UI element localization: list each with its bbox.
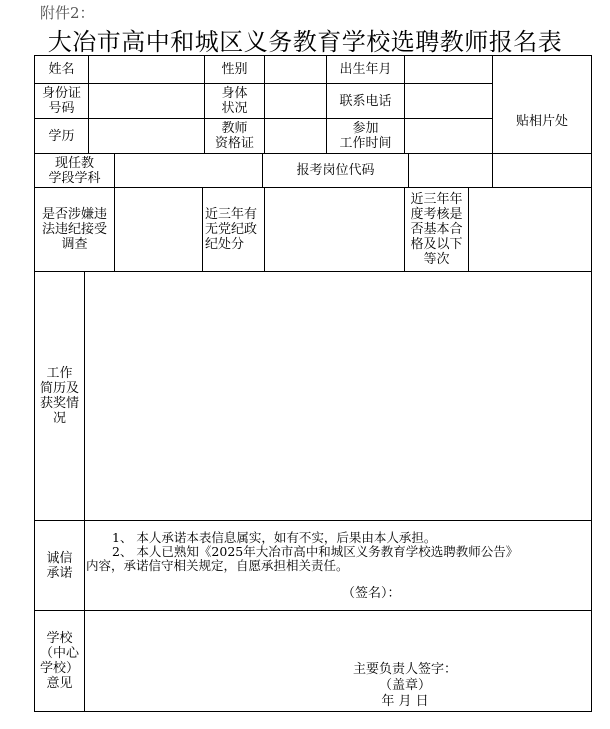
pledge-item-2-continued: 内容，承诺信守相关规定，自愿承担相关责任。 [86,558,349,573]
teacher-cert-input[interactable] [265,119,326,153]
name-label: 姓名 [48,62,75,77]
integrity-pledge-text [86,531,591,573]
discipline-record-input[interactable] [265,188,404,271]
birth-date-input[interactable] [405,56,492,83]
id-number-input[interactable] [89,84,204,118]
violation-investigation-input[interactable] [115,188,202,271]
teacher-cert-label: 教师 资格证 [214,121,254,151]
birth-date-label: 出生年月 [339,62,392,77]
phone-label: 联系电话 [339,93,392,109]
opinion-date[interactable]: 年 月 日 [381,694,429,709]
health-label: 身体 状况 [221,86,248,116]
education-label: 学历 [48,128,75,144]
pledge-item-1: 1、 本人承诺本表信息属实，如有不实，后果由本人承担。 [112,530,437,545]
current-subject-label: 现任教 学段学科 [48,155,101,186]
name-input[interactable] [89,56,204,83]
work-start-label: 参加 工作时间 [339,121,392,151]
annual-assessment-label: 近三年年 度考核是 否基本合 格及以下 等次 [410,192,463,267]
official-seal: （盖章） [378,678,431,693]
position-code-input[interactable] [409,154,492,187]
attachment-label: 附件2： [40,4,95,22]
education-input[interactable] [89,119,204,153]
applicant-signature[interactable]: （签名）： [342,586,401,601]
position-code-label: 报考岗位代码 [296,163,375,178]
violation-investigation-label: 是否涉嫌违 法违纪接受 调查 [41,207,107,252]
gender-input[interactable] [265,56,326,83]
health-input[interactable] [265,84,326,118]
form-title: 大冶市高中和城区义务教育学校选聘教师报名表 [47,28,563,56]
id-number-label: 身份证 号码 [41,86,81,116]
photo-placeholder[interactable]: 贴相片处 [515,114,568,129]
current-subject-input[interactable] [115,154,262,187]
gender-label: 性别 [221,62,248,77]
leader-signature[interactable]: 主要负责人签字： [352,662,457,677]
school-opinion-label: 学校 （中心 学校） 意见 [39,631,79,691]
integrity-pledge-label: 诚信 承诺 [46,550,73,581]
discipline-record-label: 近三年有 无党纪政 纪处分 [205,207,258,252]
pledge-item-2: 2、 本人已熟知《2025年大冶市高中和城区义务教育学校选聘教师公告》 [112,544,519,559]
school-opinion-signoff [345,662,465,710]
phone-input[interactable] [405,84,492,118]
work-start-input[interactable] [405,119,492,153]
work-resume-input[interactable] [85,272,591,520]
annual-assessment-input[interactable] [469,188,591,271]
work-resume-label: 工作 简历及 获奖情 况 [39,366,79,426]
